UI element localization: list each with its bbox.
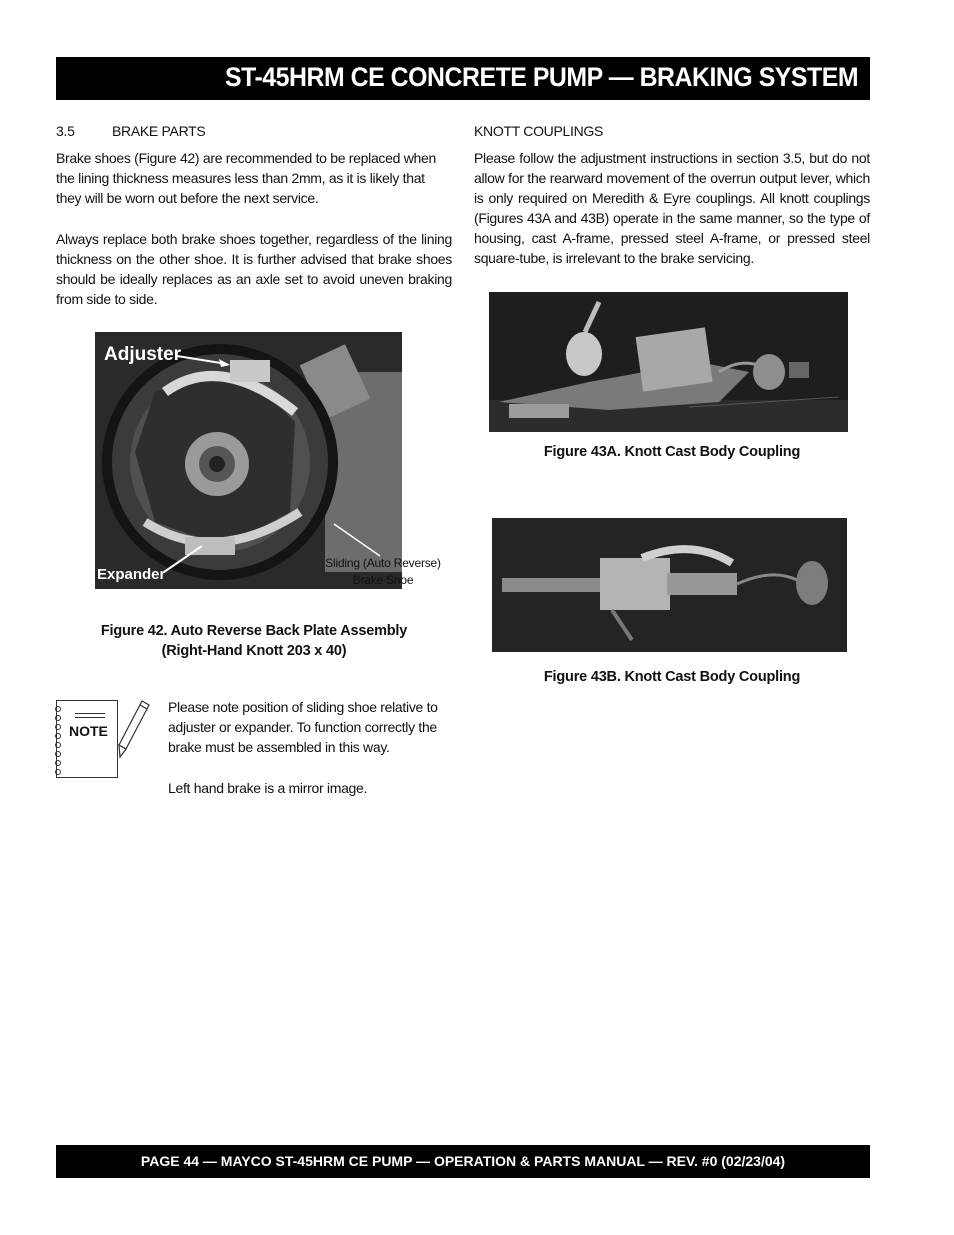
section-title-knott-couplings: KNOTT COUPLINGS bbox=[474, 123, 604, 139]
adjuster-label: Adjuster bbox=[104, 344, 182, 365]
pencil-icon bbox=[116, 697, 152, 759]
spiral-binding-icon bbox=[53, 703, 63, 775]
figure-42-caption bbox=[56, 621, 452, 661]
knott-couplings-paragraph: Please follow the adjustment instructions in section 3.5, but do not allow for the rearward movement of the overrun output lever, which is only required on Meredith & Eyre couplings. All knott couplings (Figures 43A and 43B) operate in the same manner, so the type of housing, cast A-frame, pressed steel A-frame, or pressed steel square-tube, is irrelevant to the brake servicing. bbox=[474, 150, 870, 266]
note-text: Please note position of sliding shoe relative to adjuster or expander. To function correctly the brake must be assembled in this way. bbox=[168, 699, 438, 755]
footer-text: PAGE 44 — MAYCO ST-45HRM CE PUMP — OPERATION & PARTS MANUAL — REV. #0 (02/23/04) bbox=[140, 1153, 786, 1169]
page-title: ST-45HRM CE CONCRETE PUMP — BRAKING SYSTEM bbox=[224, 62, 858, 92]
sliding-shoe-label bbox=[316, 555, 450, 589]
figure-42-caption-line2: (Right-Hand Knott 203 x 40) bbox=[161, 643, 347, 659]
title-bar bbox=[56, 57, 870, 100]
sliding-shoe-label-line1: Sliding (Auto Reverse) bbox=[325, 556, 441, 570]
figure-43b-caption: Figure 43B. Knott Cast Body Coupling bbox=[543, 669, 801, 685]
figure-42-caption-line1: Figure 42. Auto Reverse Back Plate Assembly bbox=[100, 623, 408, 639]
knott-coupling-b-illustration bbox=[492, 518, 847, 652]
note-mirror-text: Left hand brake is a mirror image. bbox=[168, 780, 368, 796]
section-number: 3.5 bbox=[56, 123, 75, 139]
brake-shoes-paragraph: Brake shoes (Figure 42) are recommended to be replaced when the lining thickness measures less than 2mm, as it is likely that they will be worn out before the next service. bbox=[56, 150, 436, 206]
note-icon-label: NOTE bbox=[69, 723, 108, 739]
expander-arrow bbox=[160, 540, 210, 576]
note-notepad-icon bbox=[56, 700, 118, 778]
footer-bar bbox=[56, 1145, 870, 1178]
figure-43a-caption: Figure 43A. Knott Cast Body Coupling bbox=[543, 444, 801, 460]
figure-43a-photo bbox=[489, 292, 848, 432]
adjuster-arrow bbox=[175, 350, 235, 370]
expander-label: Expander bbox=[97, 566, 166, 583]
figure-43b-photo bbox=[492, 518, 847, 652]
sliding-shoe-leader-line bbox=[330, 520, 390, 560]
knott-coupling-a-illustration bbox=[489, 292, 848, 432]
section-title-brake-parts: BRAKE PARTS bbox=[112, 123, 206, 139]
sliding-shoe-label-line2: Brake Shoe bbox=[352, 573, 414, 587]
replace-shoes-paragraph: Always replace both brake shoes together, regardless of the lining thickness on the other shoe. It is further advised that brake shoes should be ideally replaces as an axle set to avoid uneven braking from side to side. bbox=[56, 231, 452, 307]
